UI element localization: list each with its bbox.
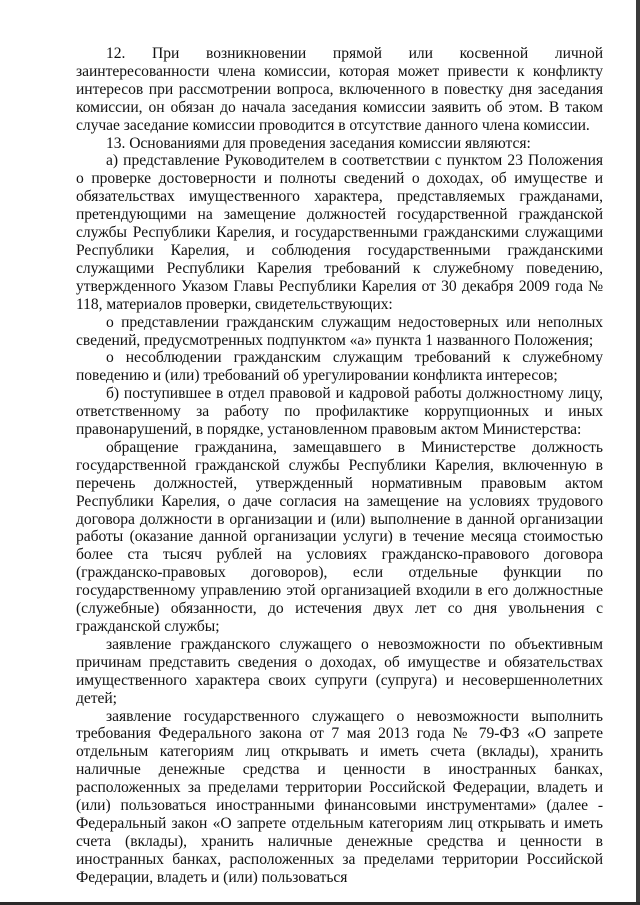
paragraph-citizen-appeal: обращение гражданина, замещавшего в Министерстве должность государственной гражданской службы Республики Карелия, включенную в перечень должностей, утвержденный нормативным правовым актом Республики Карелия, о даче согласия на замещение на условиях трудового договора должности в организации и (или) выполнение в данной организации работы (оказание данной организации услуги) в течение месяца стоимостью более ста тысяч рублей на условиях гражданско-правового договора (гражданско-правовых договоров), если отдельные функции по государственному управлению этой организацией входили в его должностные (служебные) обязанности, до истечения двух лет со дня увольнения с гражданской службы; [76, 438, 603, 635]
paragraph-statement-foreign-accounts: заявление государственного служащего о невозможности выполнить требования Федерального закона от 7 мая 2013 года № 79-ФЗ «О запрете отдельным категориям лиц открывать и иметь счета (вклады), хранить наличные денежные средства и ценности в иностранных банках, расположенных за пределами территории Российской Федерации, владеть и (или) пользоваться иностранными финансовыми инструментами» (далее - Федеральный закон «О запрете отдельным категориям лиц открывать и иметь счета (вклады), хранить наличные денежные средства и ценности в иностранных банках, расположенных за пределами территории Российской Федерации, владеть и (или) пользоваться [76, 707, 603, 886]
paragraph-12-conflict-of-interest: 12. При возникновении прямой или косвенной личной заинтересованности члена комиссии, которая может привести к конфликту интересов при рассмотрении вопроса, включенного в повестку дня заседания комиссии, он обязан до начала заседания комиссии заявить об этом. В таком случае заседание комиссии проводится в отсутствие данного члена комиссии. [76, 45, 603, 134]
scan-edge-right [636, 0, 640, 905]
paragraph-13a-submission: а) представление Руководителем в соответствии с пунктом 23 Положения о проверке достоверности и полноты сведений о доходах, об имуществе и обязательствах имущественного характера, представляемых гражданами, претендующими на замещение должностей государственной гражданской службы Республики Карелия, и государственными гражданскими служащими Республики Карелия, и соблюдения государственными гражданскими служащими Республики Карелия требований к служебному поведению, утвержденного Указом Главы Республики Карелия от 30 декабря 2009 года № 118, материалов проверки, свидетельствующих: [76, 152, 603, 313]
paragraph-statement-income: заявление гражданского служащего о невозможности по объективным причинам представить сведения о доходах, об имуществе и обязательствах имущественного характера своих супруги (супруга) и несовершеннолетних детей; [76, 635, 603, 707]
paragraph-noncompliance: о несоблюдении гражданским служащим требований к служебному поведению и (или) требований об урегулировании конфликта интересов; [76, 349, 603, 385]
document-body [76, 45, 603, 887]
paragraph-13b-received: б) поступившее в отдел правовой и кадровой работы должностному лицу, ответственному за работу по профилактике коррупционных и иных правонарушений, в порядке, установленном правовым актом Министерства: [76, 385, 603, 439]
paragraph-13-grounds: 13. Основаниями для проведения заседания комиссии являются: [106, 134, 531, 152]
paragraph-inaccurate-info: о представлении гражданским служащим недостоверных или неполных сведений, предусмотренных подпунктом «а» пункта 1 названного Положения; [76, 313, 603, 349]
